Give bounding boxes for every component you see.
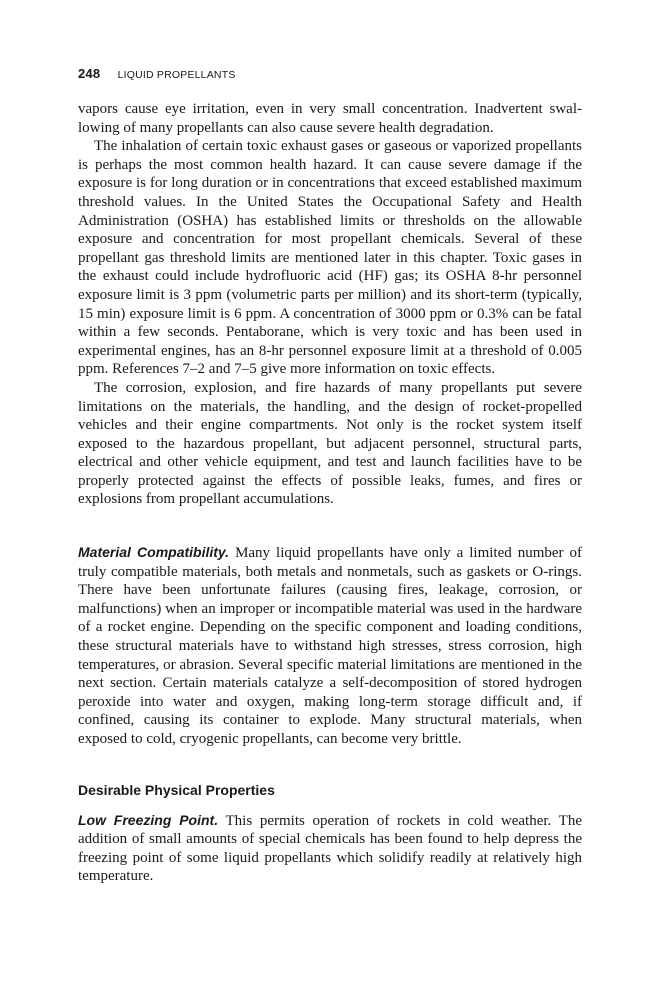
paragraph-low-freezing-point — [78, 811, 582, 886]
page-number: 248 — [78, 66, 101, 81]
run-in-heading-low-freezing-point: Low Freezing Point. — [78, 811, 219, 828]
paragraph-inhalation: The inhalation of certain toxic exhaust gases or gaseous or vaporized propellants is perhaps the most common health hazard. It can cause severe damage if the exposure is for long duration or in concentrations that exceed established maximum threshold values. In the United States the Occupational Safety and Health Administration (OSHA) has established limits or thresholds on the allowable exposure and concentration for most propellant chemicals. Several of these propellant gas threshold limits are mentioned later in this chapter. Toxic gases in the exhaust could include hydrofluoric acid (HF) gas; its OSHA 8-hr personnel exposure limit is 3 ppm (volumetric parts per million) and its short-term (typically, 15 min) exposure limit is 6 ppm. A concentration of 3000 ppm or 0.3% can be fatal within a few seconds. Pentaborane, which is very toxic and has been used in experimental engines, has an 8-hr personnel exposure limit at a threshold of 0.005 ppm. References 7–2 and 7–5 give more information on toxic effects. — [78, 138, 582, 378]
spacer — [78, 749, 582, 781]
paragraph-material-compatibility — [78, 543, 582, 749]
paragraph-corrosion: The corrosion, explosion, and fire hazards of many propellants put severe limitations on the materials, the handling, and the design of rocket-propelled vehicles and their engine compartments. Not only is the rocket system itself exposed to the hazardous propellant, but adjacent personnel, structural parts, electrical and other vehicle equipment, and test and launch facilities have to be properly protected against the effects of possible leaks, fumes, and fires or explosions from propellant accumulations. — [78, 379, 582, 508]
paragraph-vapors: vapors cause eye irritation, even in very small concentration. Inadvertent swallowing of many propellants can also cause severe health degradation. — [78, 101, 582, 136]
run-in-heading-material-compatibility: Material Compatibility. — [78, 544, 230, 561]
section-heading-desirable-physical-properties: Desirable Physical Properties — [78, 781, 275, 798]
material-compatibility-text: Many liquid propellants have only a limited number of truly compatible materials, both metals and nonmetals, such as gaskets or O-rings. There have been unfortunate failures (causing fires, leakage, corrosion, or malfunctions) when an improper or incompatible material was used in the hardware of a rocket engine. Depending on the specific component and loading conditions, these structural materials have to withstand high stresses, stress corrosion, high temperatures, or abrasion. Several specific material limitations are mentioned in the next section. Certain materials catalyze a self-decomposition of stored hydrogen peroxide into water and oxygen, making long-term storage difficult and, if confined, causing its container to explode. Many structural materials, when exposed to cold, cryogenic propellants, can become very brittle. — [78, 545, 582, 747]
chapter-title: LIQUID PROPELLANTS — [117, 69, 236, 81]
low-freezing-point-text: This permits operation of rockets in cold weather. The addition of small amounts of special chemicals has been found to help depress the freezing point of some liquid propellants which solidify readily at relatively high temperature. — [78, 812, 582, 885]
page — [78, 66, 582, 886]
spacer — [78, 509, 582, 543]
running-head — [78, 66, 582, 82]
